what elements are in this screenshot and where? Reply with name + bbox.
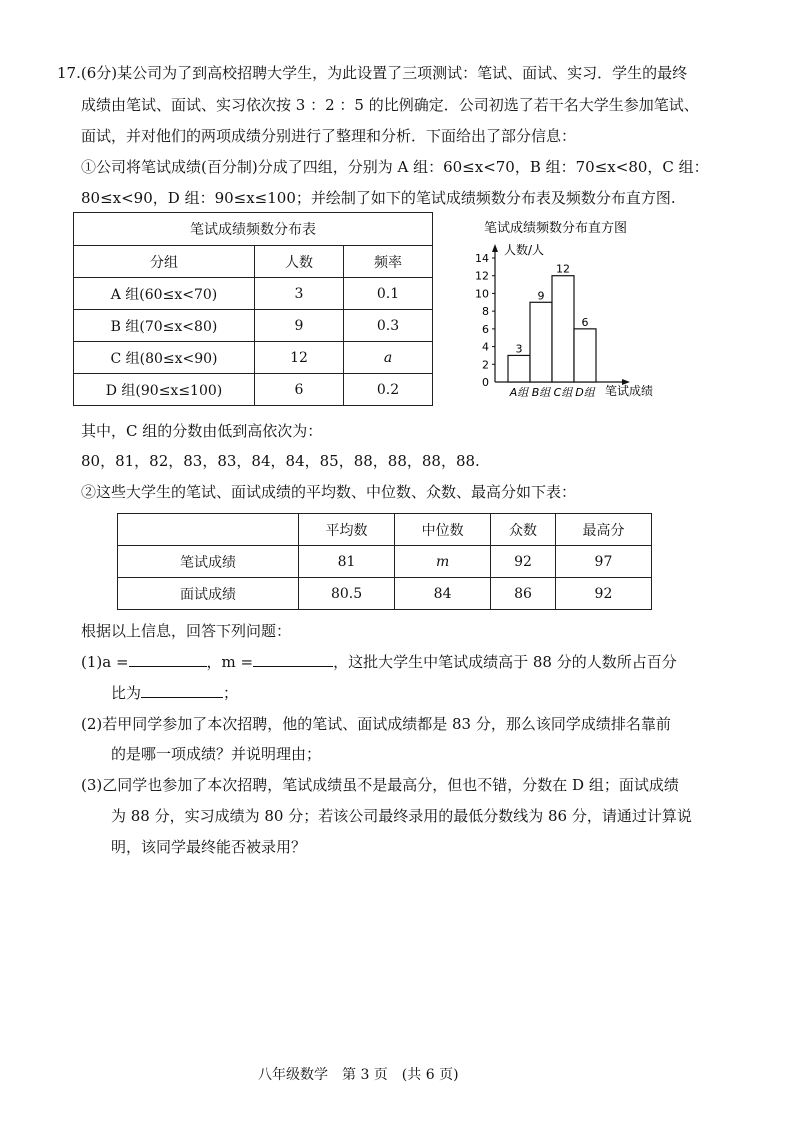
stats-max: 92 [555, 578, 651, 610]
chart-title: 笔试成绩频数分布直方图 [484, 221, 628, 236]
group-cell: C 组(80≤x<90) [74, 342, 255, 374]
q1-a-label: (1)a = [81, 653, 129, 671]
q1-percent-label: 比为 [111, 684, 142, 702]
question-2-line-2: 的是哪一项成绩？并说明理由； [111, 745, 322, 763]
x-category-label: A组 [509, 386, 529, 399]
question-line-1: 17.(6分)某公司为了到高校招聘大学生，为此设置了三项测试：笔试、面试、实习．学生的最终 [57, 64, 688, 82]
x-category-label: C组 [553, 386, 573, 399]
freq-cell: 0.3 [344, 310, 433, 342]
frequency-table-header: 频率 [344, 246, 433, 278]
count-cell: 9 [255, 310, 344, 342]
freq-cell: a [344, 342, 433, 374]
frequency-table-header: 人数 [255, 246, 344, 278]
page-footer: 八年级数学 第 3 页 (共 6 页) [258, 1067, 459, 1083]
stats-header [118, 514, 299, 546]
stats-max: 97 [555, 546, 651, 578]
info2-line: ②这些大学生的笔试、面试成绩的平均数、中位数、众数、最高分如下表： [81, 483, 577, 501]
stats-mode: 86 [491, 578, 556, 610]
info1-line-1: ①公司将笔试成绩(百分制)分成了四组，分别为 A 组：60≤x<70，B 组：70≤x<80，C 组： [81, 158, 709, 176]
question-line-2: 成绩由笔试、面试、实习依次按 3 ：2 ：5 的比例确定．公司初选了若干名大学生参加笔试、 [81, 96, 699, 114]
bar-value-label: 3 [515, 342, 523, 356]
group-cell: B 组(70≤x<80) [74, 310, 255, 342]
y-tick-label: 10 [475, 287, 489, 301]
x-category-label: D组 [575, 386, 595, 399]
group-cell: A 组(60≤x<70) [74, 278, 255, 310]
question-3-line-2: 为 88 分，实习成绩为 80 分；若该公司最终录用的最低分数线为 86 分，请通过计算说 [111, 807, 692, 825]
question-3-line-3: 明，该同学最终能否被录用？ [111, 838, 307, 856]
stats-header: 众数 [491, 514, 556, 546]
stats-row-name: 笔试成绩 [118, 546, 299, 578]
bar-value-label: 12 [556, 262, 570, 276]
frequency-table-caption: 笔试成绩频数分布表 [74, 213, 433, 246]
answer-blank-percent[interactable] [141, 683, 223, 698]
stats-median: m [395, 546, 491, 578]
q1-end: ； [223, 684, 239, 702]
c-group-scores: 80，81，82，83，83，84，84，85，88，88，88，88. [81, 452, 480, 470]
y-tick-label: 8 [482, 305, 489, 319]
c-group-line-1: 其中，C 组的分数由低到高依次为： [81, 422, 323, 440]
stats-mode: 92 [491, 546, 556, 578]
freq-cell: 0.1 [344, 278, 433, 310]
y-tick-label: 6 [482, 322, 489, 336]
y-tick-label: 12 [475, 269, 489, 283]
table-row [74, 342, 433, 374]
stats-median: 84 [395, 578, 491, 610]
question-2-line-1: (2)若甲同学参加了本次招聘，他的笔试、面试成绩都是 83 分，那么该同学成绩排名靠前 [81, 715, 671, 733]
stats-header: 中位数 [395, 514, 491, 546]
bar-value-label: 9 [537, 289, 545, 303]
table-row [118, 578, 652, 610]
x-axis-label: 笔试成绩 [605, 384, 654, 398]
answer-blank-a[interactable] [129, 652, 207, 667]
q1-m-label: ，m = [206, 653, 254, 671]
histogram [456, 218, 686, 408]
questions-intro: 根据以上信息，回答下列问题： [81, 622, 292, 640]
y-tick-label: 0 [482, 376, 489, 389]
frequency-table-header: 分组 [74, 246, 255, 278]
x-category-label: B组 [531, 386, 551, 399]
histogram-bar [530, 302, 552, 382]
y-axis-label: 人数/人 [504, 243, 545, 257]
bar-value-label: 6 [581, 315, 589, 329]
y-axis-arrow [492, 244, 498, 252]
info1-line-2: 80≤x<90，D 组：90≤x≤100；并绘制了如下的笔试成绩频数分布表及频数分布直方图. [81, 189, 676, 207]
histogram-bar [574, 329, 596, 382]
table-row [118, 546, 652, 578]
stats-header: 最高分 [555, 514, 651, 546]
freq-cell: 0.2 [344, 374, 433, 406]
stats-mean: 80.5 [299, 578, 395, 610]
question-line-3: 面试，并对他们的两项成绩分别进行了整理和分析．下面给出了部分信息： [81, 127, 577, 145]
count-cell: 12 [255, 342, 344, 374]
y-tick-label: 14 [475, 252, 489, 265]
frequency-table [73, 212, 433, 406]
stats-row-name: 面试成绩 [118, 578, 299, 610]
stats-table [117, 513, 652, 610]
table-row [74, 374, 433, 406]
answer-blank-m[interactable] [253, 652, 333, 667]
count-cell: 6 [255, 374, 344, 406]
histogram-bar [508, 355, 530, 382]
table-row [74, 278, 433, 310]
table-row [74, 310, 433, 342]
stats-mean: 81 [299, 546, 395, 578]
y-tick-label: 4 [482, 340, 489, 354]
question-3-line-1: (3)乙同学也参加了本次招聘，笔试成绩虽不是最高分，但也不错，分数在 D 组；面试成绩 [81, 776, 679, 794]
group-cell: D 组(90≤x≤100) [74, 374, 255, 406]
question-1-line-1 [81, 652, 677, 672]
count-cell: 3 [255, 278, 344, 310]
y-tick-label: 2 [482, 358, 489, 372]
q1-rest: ，这批大学生中笔试成绩高于 88 分的人数所占百分 [333, 653, 677, 671]
stats-header: 平均数 [299, 514, 395, 546]
question-1-line-2 [111, 683, 238, 703]
histogram-bar [552, 276, 574, 382]
